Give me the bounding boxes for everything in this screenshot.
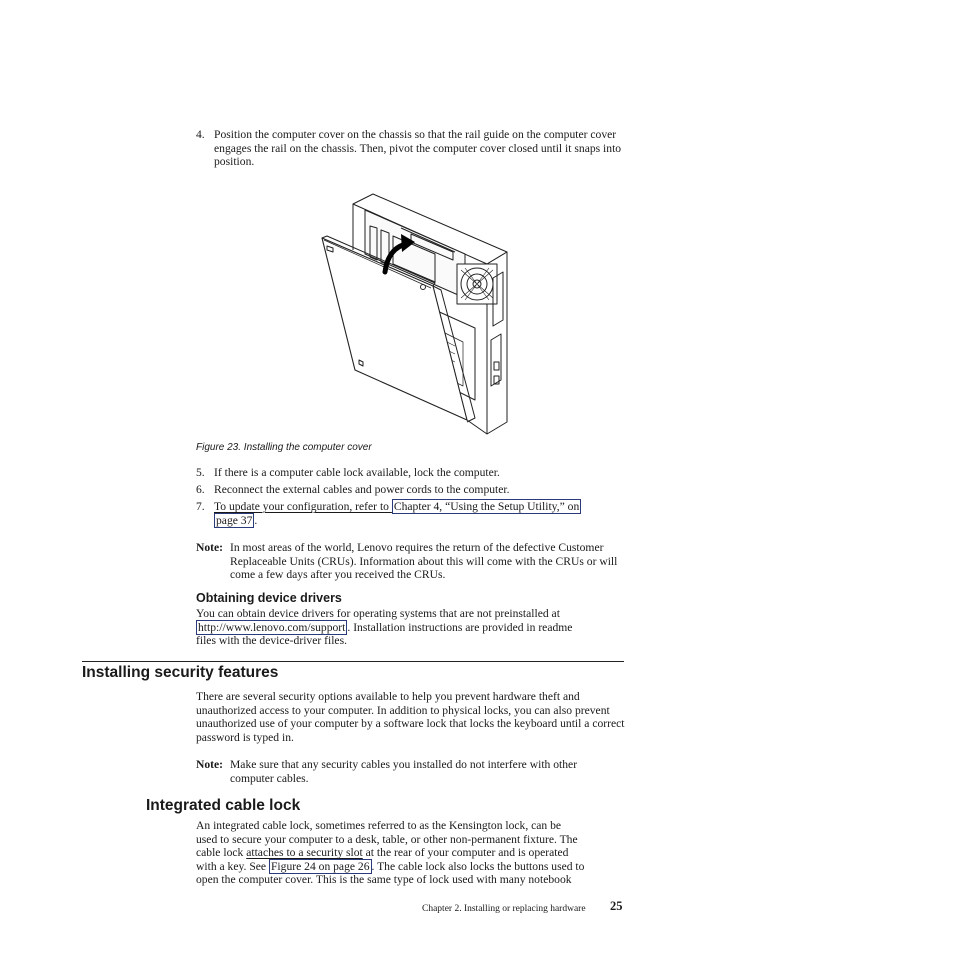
cable-lock-line: open the computer cover. This is the same type of lock used with many notebook: [196, 873, 572, 887]
chapter-4-link[interactable]: Chapter 4, “Using the Setup Utility,” on: [393, 500, 580, 513]
obtaining-line: . Installation instructions are provided in readme: [347, 620, 573, 634]
step-text: To update your configuration, refer to: [214, 500, 392, 513]
step-text: If there is a computer cable lock available, lock the computer.: [214, 466, 500, 479]
step-5: [196, 466, 626, 480]
step-number: 5.: [196, 466, 205, 479]
cable-lock-line: An integrated cable lock, sometimes referred to as the Kensington lock, can be: [196, 819, 562, 832]
obtaining-line: files with the device-driver files.: [196, 634, 347, 648]
obtaining-line: You can obtain device drivers for operating systems that are not preinstalled at: [196, 607, 560, 620]
step-number: 4.: [196, 128, 205, 141]
step-4: [196, 128, 626, 169]
cable-lock-heading: Integrated cable lock: [146, 797, 301, 814]
computer-cover-illustration: [315, 190, 515, 435]
note-cables: [196, 758, 626, 785]
security-slot-link[interactable]: attaches to a security slot: [246, 846, 363, 860]
note-text: Make sure that any security cables you installed do not interfere with other computer cables.: [230, 758, 578, 785]
step-text-end: .: [254, 513, 258, 527]
page-number: 25: [610, 899, 623, 913]
security-paragraph: There are several security options available to help you prevent hardware theft and unauthorized access to your computer. In addition to physical locks, you can also prevent unauthorized use of your computer by a software lock that locks the keyboard until a correct password is typed in.: [196, 690, 625, 744]
chapter-4-link-cont[interactable]: page 37: [216, 513, 253, 527]
note-crus: [196, 541, 626, 582]
cable-lock-line: used to secure your computer to a desk, table, or other non-permanent fixture. The: [196, 832, 578, 846]
step-text: Reconnect the external cables and power cords to the computer.: [214, 483, 510, 496]
step-number: 6.: [196, 483, 205, 496]
step-6: [196, 483, 626, 497]
section-divider: [82, 661, 624, 662]
cable-lock-line: with a key. See: [196, 859, 269, 873]
cable-lock-line: . The cable lock also locks the buttons used to: [371, 859, 585, 873]
step-text: Position the computer cover on the chassis so that the rail guide on the computer cover engages the rail on the chassis. Then, pivot the computer cover closed until it snaps into position.: [214, 128, 622, 169]
note-label: Note:: [196, 758, 224, 771]
obtaining-paragraph: [196, 607, 628, 648]
figure-24-link[interactable]: Figure 24 on page 26: [270, 859, 370, 873]
security-heading: Installing security features: [82, 664, 279, 681]
obtaining-heading: Obtaining device drivers: [196, 591, 342, 605]
cable-lock-paragraph: [196, 819, 628, 887]
note-label: Note:: [196, 541, 224, 554]
note-text: In most areas of the world, Lenovo requires the return of the defective Customer Replaceable Units (CRUs). Information about this will come with the CRUs or will come a few days after you received the CRUs.: [230, 541, 618, 582]
step-7: [196, 500, 626, 527]
figure-caption: Figure 23. Installing the computer cover: [196, 442, 372, 453]
cable-lock-line: at the rear of your computer and is operated: [362, 846, 569, 860]
lenovo-support-link[interactable]: http://www.lenovo.com/support: [198, 620, 346, 634]
footer-chapter: Chapter 2. Installing or replacing hardware: [422, 904, 586, 914]
cable-lock-line: cable lock: [196, 846, 247, 860]
step-number: 7.: [196, 500, 205, 513]
